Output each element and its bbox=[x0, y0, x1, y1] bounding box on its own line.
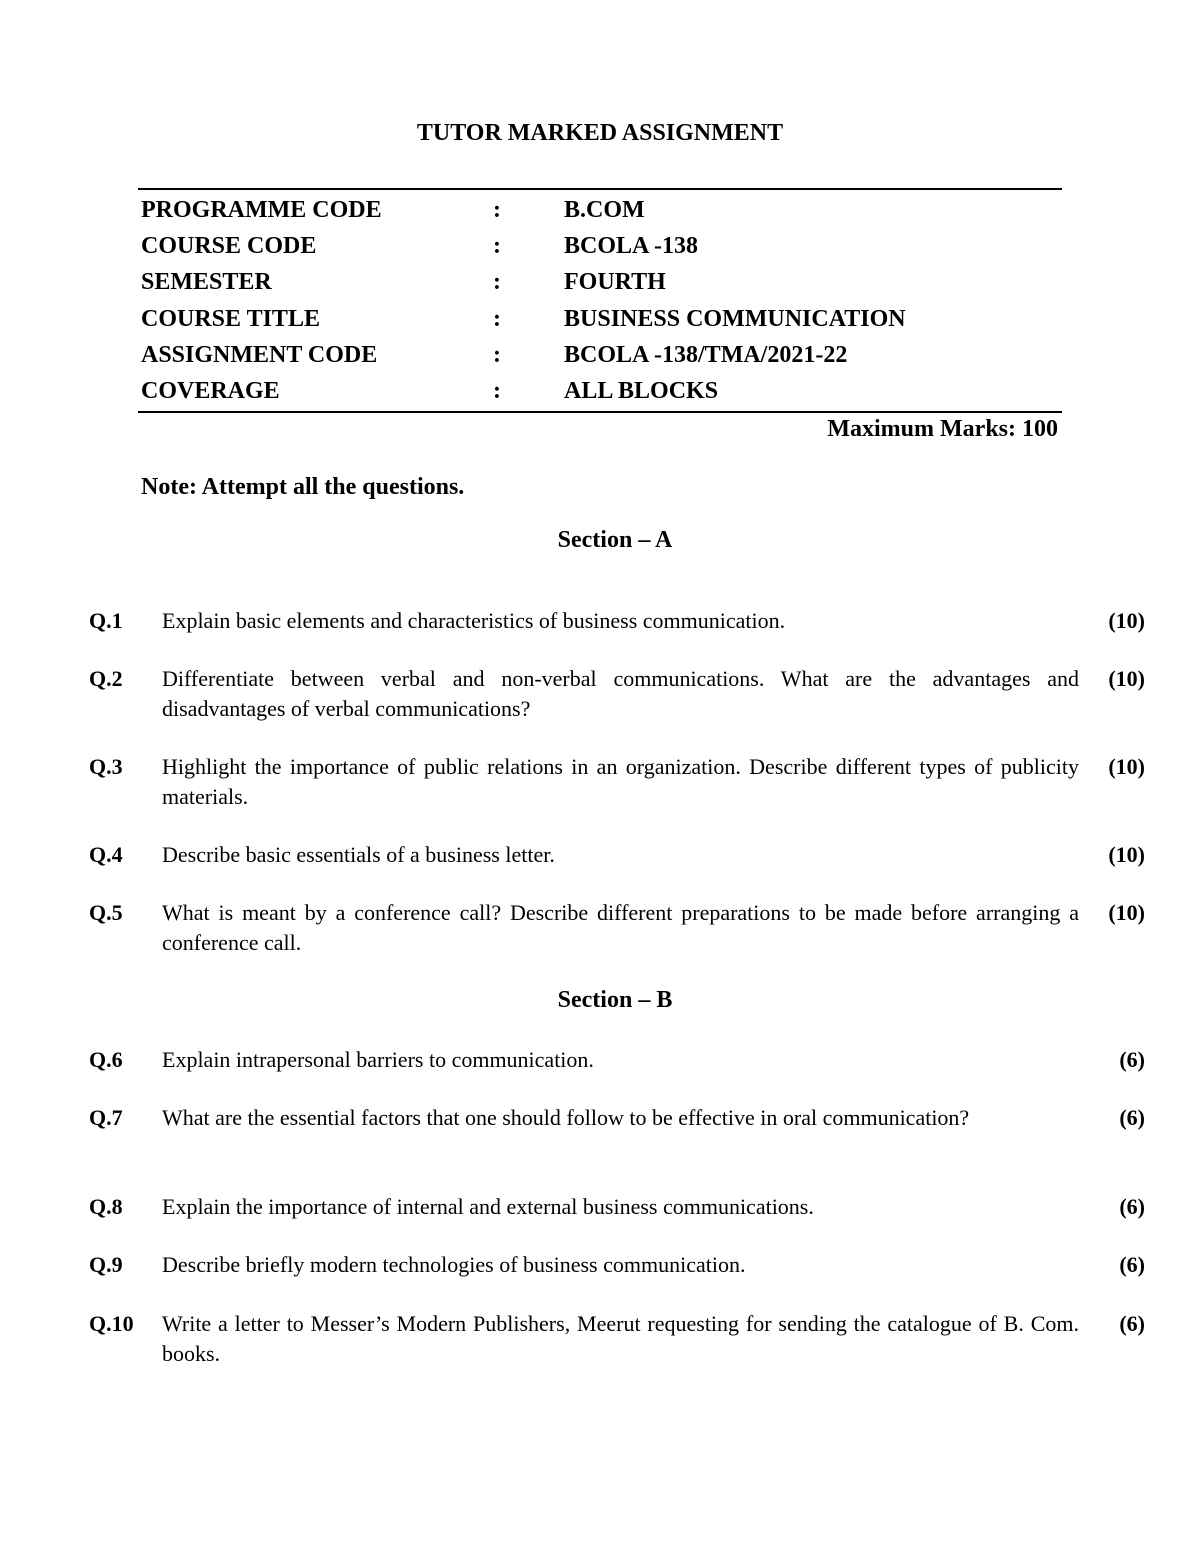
meta-colon: : bbox=[493, 306, 501, 332]
question-marks: (6) bbox=[1119, 1047, 1145, 1072]
meta-value: BUSINESS COMMUNICATION bbox=[564, 306, 906, 332]
question-text: What are the essential factors that one should follow to be effective in oral communication? bbox=[162, 1105, 970, 1130]
question-marks: (6) bbox=[1119, 1105, 1145, 1130]
question-marks: (10) bbox=[1108, 754, 1145, 779]
meta-colon: : bbox=[493, 233, 501, 259]
question-number: Q.3 bbox=[89, 754, 123, 779]
meta-value: ALL BLOCKS bbox=[564, 378, 719, 404]
question-marks: (10) bbox=[1108, 666, 1145, 691]
question-number: Q.9 bbox=[89, 1252, 123, 1277]
question-marks: (6) bbox=[1119, 1194, 1145, 1219]
page-title: TUTOR MARKED ASSIGNMENT bbox=[416, 120, 784, 146]
section-b-title: Section – B bbox=[557, 987, 673, 1013]
question-number: Q.7 bbox=[89, 1105, 123, 1130]
question-number: Q.10 bbox=[89, 1311, 134, 1336]
question-text: Write a letter to Messer’s Modern Publishers, Meerut requesting for sending the catalogue of B. Com. books. bbox=[162, 1311, 1079, 1366]
meta-label: COURSE TITLE bbox=[141, 306, 320, 332]
question-marks: (6) bbox=[1119, 1311, 1145, 1336]
meta-value: B.COM bbox=[564, 197, 645, 223]
meta-colon: : bbox=[493, 378, 501, 404]
meta-value: BCOLA -138 bbox=[564, 233, 699, 259]
meta-label: COVERAGE bbox=[141, 378, 280, 404]
question-marks: (10) bbox=[1108, 900, 1145, 925]
meta-colon: : bbox=[493, 269, 501, 295]
question-text: Describe briefly modern technologies of business communication. bbox=[162, 1252, 746, 1277]
question-number: Q.6 bbox=[89, 1047, 123, 1072]
question-marks: (10) bbox=[1108, 842, 1145, 867]
question-marks: (6) bbox=[1119, 1252, 1145, 1277]
meta-label: SEMESTER bbox=[141, 269, 272, 295]
meta-colon: : bbox=[493, 342, 501, 368]
question-text: Explain intrapersonal barriers to communication. bbox=[162, 1047, 594, 1072]
meta-label: PROGRAMME CODE bbox=[141, 197, 382, 223]
question-number: Q.1 bbox=[89, 608, 123, 633]
question-number: Q.5 bbox=[89, 900, 123, 925]
question-number: Q.8 bbox=[89, 1194, 123, 1219]
question-number: Q.4 bbox=[89, 842, 123, 867]
question-text: Explain basic elements and characteristics of business communication. bbox=[162, 608, 786, 633]
header-top-rule bbox=[138, 188, 1062, 190]
question-marks: (10) bbox=[1108, 608, 1145, 633]
meta-value: BCOLA -138/TMA/2021-22 bbox=[564, 342, 848, 368]
question-text: Highlight the importance of public relations in an organization. Describe different types of publicity materials. bbox=[162, 754, 1079, 809]
question-text: Differentiate between verbal and non-verbal communications. What are the advantages and disadvantages of verbal communications? bbox=[162, 666, 1079, 721]
meta-label: COURSE CODE bbox=[141, 233, 317, 259]
question-number: Q.2 bbox=[89, 666, 123, 691]
question-text: What is meant by a conference call? Describe different preparations to be made before arranging a conference call. bbox=[162, 900, 1079, 955]
section-a-title: Section – A bbox=[557, 527, 673, 553]
meta-value: FOURTH bbox=[564, 269, 666, 295]
meta-colon: : bbox=[493, 197, 501, 223]
meta-label: ASSIGNMENT CODE bbox=[141, 342, 378, 368]
max-marks: Maximum Marks: 100 bbox=[827, 416, 1058, 442]
question-text: Describe basic essentials of a business letter. bbox=[162, 842, 555, 867]
header-bottom-rule bbox=[138, 411, 1062, 413]
instructions-note: Note: Attempt all the questions. bbox=[141, 474, 465, 500]
question-text: Explain the importance of internal and external business communications. bbox=[162, 1194, 814, 1219]
